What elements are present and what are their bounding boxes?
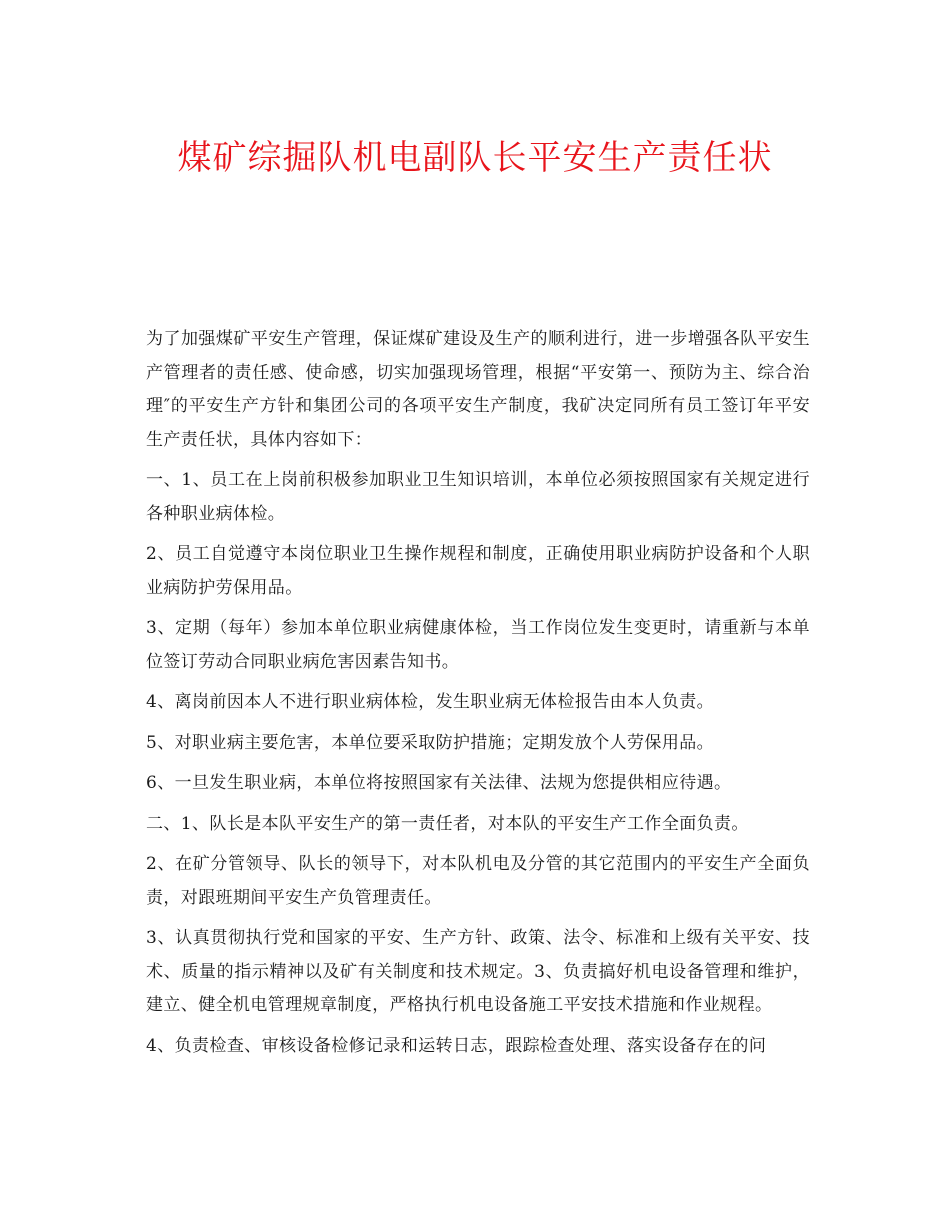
- paragraph-intro: 为了加强煤矿平安生产管理，保证煤矿建设及生产的顺利进行，进一步增强各队平安生产管理者的责任感、使命感，切实加强现场管理，根据“平安第一、预防为主、综合治理″的平安生产方针和集团公司的各项平安生产制度，我矿决定同所有员工签订年平安生产责任状，具体内容如下：: [146, 329, 810, 450]
- paragraph-item: 5、对职业病主要危害，本单位要采取防护措施；定期发放个人劳保用品。: [146, 732, 715, 753]
- paragraph-item: 3、认真贯彻执行党和国家的平安、生产方针、政策、法令、标准和上级有关平安、技术、质量的指示精神以及矿有关制度和技术规定。3、负责搞好机电设备管理和维护，建立、健全机电管理规章制度，严格执行机电设备施工平安技术措施和作业规程。: [146, 928, 810, 1015]
- document-title: 煤矿综掘队机电副队长平安生产责任状: [177, 138, 773, 178]
- paragraph-item: 2、在矿分管领导、队长的领导下，对本队机电及分管的其它范围内的平安生产全面负责，对跟班期间平安生产负管理责任。: [146, 854, 810, 908]
- paragraph-item: 4、离岗前因本人不进行职业病体检，发生职业病无体检报告由本人负责。: [146, 692, 715, 712]
- paragraph-item: 4、负责检查、审核设备检修记录和运转日志，跟踪检查处理、落实设备存在的问: [146, 1035, 767, 1056]
- paragraph-item: 一、1、员工在上岗前积极参加职业卫生知识培训，本单位必须按照国家有关规定进行各种职业病体检。: [146, 470, 810, 524]
- paragraph-item: 二、1、队长是本队平安生产的第一责任者，对本队的平安生产工作全面负责。: [146, 813, 749, 834]
- paragraph-item: 2、员工自觉遵守本岗位职业卫生操作规程和制度，正确使用职业病防护设备和个人职业病防护劳保用品。: [146, 544, 810, 598]
- paragraph-item: 6、一旦发生职业病，本单位将按照国家有关法律、法规为您提供相应待遇。: [146, 773, 732, 793]
- document-body: [146, 323, 810, 1070]
- paragraph-item: 3、定期（每年）参加本单位职业病健康体检，当工作岗位发生变更时，请重新与本单位签订劳动合同职业病危害因素告知书。: [146, 618, 810, 672]
